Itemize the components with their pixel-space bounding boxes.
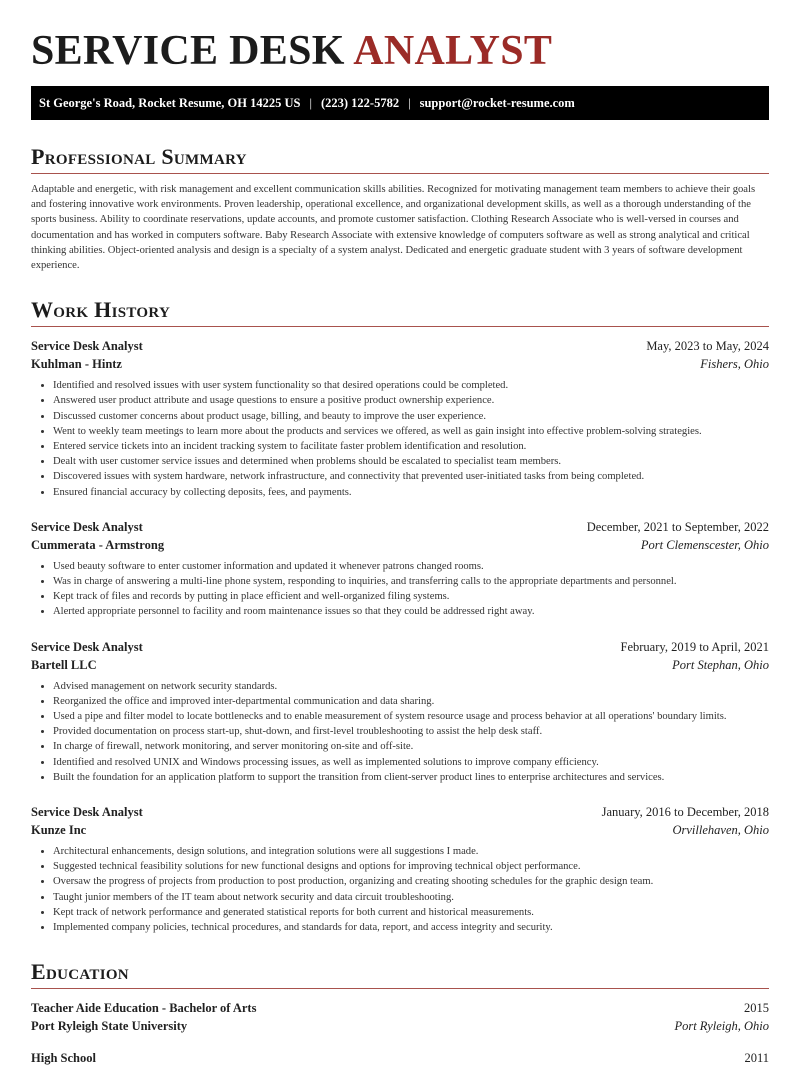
job-location: Fishers, Ohio	[700, 357, 769, 372]
job-bullet: • In charge of firewall, network monitoring, and server monitoring on-site and off-site.	[53, 739, 769, 754]
job-bullet: • Identified and resolved UNIX and Windows processing issues, as well as implemented solutions to improve company efficiency.	[53, 755, 769, 770]
education-degree: Teacher Aide Education - Bachelor of Arts	[31, 1001, 257, 1016]
job-dates: January, 2016 to December, 2018	[601, 805, 769, 820]
job-title: Service Desk Analyst	[31, 805, 143, 820]
job-company: Kunze Inc	[31, 823, 87, 838]
work-history-list	[31, 337, 769, 935]
job-bullets	[31, 378, 769, 500]
job-bullet: • Taught junior members of the IT team about network security and data circuit troubleshooting.	[53, 890, 769, 905]
summary-heading: Professional Summary	[31, 144, 769, 174]
job-bullet: • Implemented company policies, technical procedures, and standards for data, report, and access integrity and security.	[53, 920, 769, 935]
job-title: Service Desk Analyst	[31, 639, 143, 654]
contact-phone[interactable]: (223) 122-5782	[320, 95, 400, 110]
title-accent: ANALYST	[353, 28, 553, 74]
job-bullets	[31, 844, 769, 935]
job-bullet: • Provided documentation on process start-up, shut-down, and first-level troubleshooting to assist the help desk staff.	[53, 724, 769, 739]
title-first: SERVICE DESK	[31, 28, 345, 74]
job-bullet: • Went to weekly team meetings to learn more about the products and services we offered, as well as gain insight into effective problem-solving strategies.	[53, 424, 769, 439]
education-entry	[31, 1049, 769, 1067]
job-company: Kuhlman - Hintz	[31, 357, 122, 372]
job-dates: May, 2023 to May, 2024	[646, 339, 769, 354]
contact-separator: |	[408, 95, 411, 110]
job-bullet: • Kept track of network performance and generated statistical reports for both current and historical measurements.	[53, 905, 769, 920]
job-company: Cummerata - Armstrong	[31, 537, 165, 552]
education-degree: High School	[31, 1051, 96, 1066]
resume-title	[31, 0, 769, 86]
job-bullet: • Architectural enhancements, design solutions, and integration solutions were all suggestions I made.	[53, 844, 769, 859]
summary-text: Adaptable and energetic, with risk management and excellent communication skills abilities. Recognized for motivating management team members to achieve their goals and fostering innovative work environments. Proven leadership, operational excellence, and organizational development skills, as well as a thorough understanding of the sports business. Ability to coordinate reservations, update accounts, and promote customer satisfaction. Clothing Research Associate who is well-versed in courses and documentation and has worked in computers software. Baby Research Associate with extensive knowledge of computers software as well as strong analytical and critical thinking abilities. Object-oriented analysis and design is a specialty of a system analyst. Dedicated and energetic graduate student with 3 years of software development experience.	[31, 184, 756, 272]
job-bullet: • Entered service tickets into an incident tracking system to facilitate faster problem identification and resolution.	[53, 439, 769, 454]
job-dates: December, 2021 to September, 2022	[586, 519, 769, 534]
job-bullet: • Kept track of files and records by putting in place efficient and well-organized filing systems.	[53, 589, 769, 604]
job-entry	[31, 337, 769, 500]
job-bullet: • Built the foundation for an application platform to support the transition from client-server product lines to enterprise architectures and services.	[53, 770, 769, 785]
contact-email[interactable]: support@rocket-resume.com	[419, 95, 575, 110]
education-school: Port Ryleigh State University	[31, 1019, 188, 1034]
job-location: Port Stephan, Ohio	[672, 657, 769, 672]
job-location: Orvillehaven, Ohio	[672, 823, 769, 838]
job-company: Bartell LLC	[31, 657, 97, 672]
education-list	[31, 999, 769, 1067]
job-bullet: • Alerted appropriate personnel to facility and room maintenance issues so that they could be addressed right away.	[53, 604, 769, 619]
job-bullets	[31, 559, 769, 620]
job-bullet: • Advised management on network security standards.	[53, 679, 769, 694]
job-bullet: • Identified and resolved issues with user system functionality so that desired operations could be completed.	[53, 378, 769, 393]
job-bullet: • Reorganized the office and improved inter-departmental communication and data sharing.	[53, 694, 769, 709]
job-dates: February, 2019 to April, 2021	[620, 639, 769, 654]
contact-address: St George's Road, Rocket Resume, OH 14225 US	[39, 95, 301, 110]
education-location: Port Ryleigh, Ohio	[674, 1019, 769, 1034]
job-bullet: • Ensured financial accuracy by collecting deposits, fees, and payments.	[53, 485, 769, 500]
education-entry	[31, 999, 769, 1035]
job-entry	[31, 803, 769, 935]
job-bullet: • Used beauty software to enter customer information and updated it whenever patrons changed rooms.	[53, 559, 769, 574]
job-bullet: • Discussed customer concerns about product usage, billing, and beauty to improve the user experience.	[53, 409, 769, 424]
job-bullet: • Oversaw the progress of projects from production to post production, organizing and creating shooting schedules for the graphic design team.	[53, 874, 769, 889]
job-entry	[31, 518, 769, 620]
contact-separator: |	[309, 95, 312, 110]
job-bullet: • Answered user product attribute and usage questions to ensure a positive product ownership experience.	[53, 393, 769, 408]
education-year: 2011	[744, 1051, 769, 1066]
job-bullet: • Discovered issues with system hardware, network infrastructure, and connectivity that prevented user-initiated tasks from being completed.	[53, 469, 769, 484]
job-bullet: • Suggested technical feasibility solutions for new functional designs and options for improving technical object performance.	[53, 859, 769, 874]
work-history-heading: Work History	[31, 297, 769, 327]
job-location: Port Clemenscester, Ohio	[640, 537, 769, 552]
contact-bar	[31, 86, 769, 120]
job-title: Service Desk Analyst	[31, 339, 143, 354]
job-title: Service Desk Analyst	[31, 519, 143, 534]
job-bullets	[31, 679, 769, 785]
job-bullet: • Dealt with user customer service issues and determined when problems should be escalated to specialist team members.	[53, 454, 769, 469]
education-heading: Education	[31, 959, 769, 989]
job-bullet: • Was in charge of answering a multi-line phone system, responding to inquiries, and transferring calls to the appropriate departments and personnel.	[53, 574, 769, 589]
job-entry	[31, 638, 769, 785]
job-bullet: • Used a pipe and filter model to locate bottlenecks and to enable measurement of system resource usage and process behavior at all operations' boundary limits.	[53, 709, 769, 724]
education-year: 2015	[744, 1001, 769, 1016]
